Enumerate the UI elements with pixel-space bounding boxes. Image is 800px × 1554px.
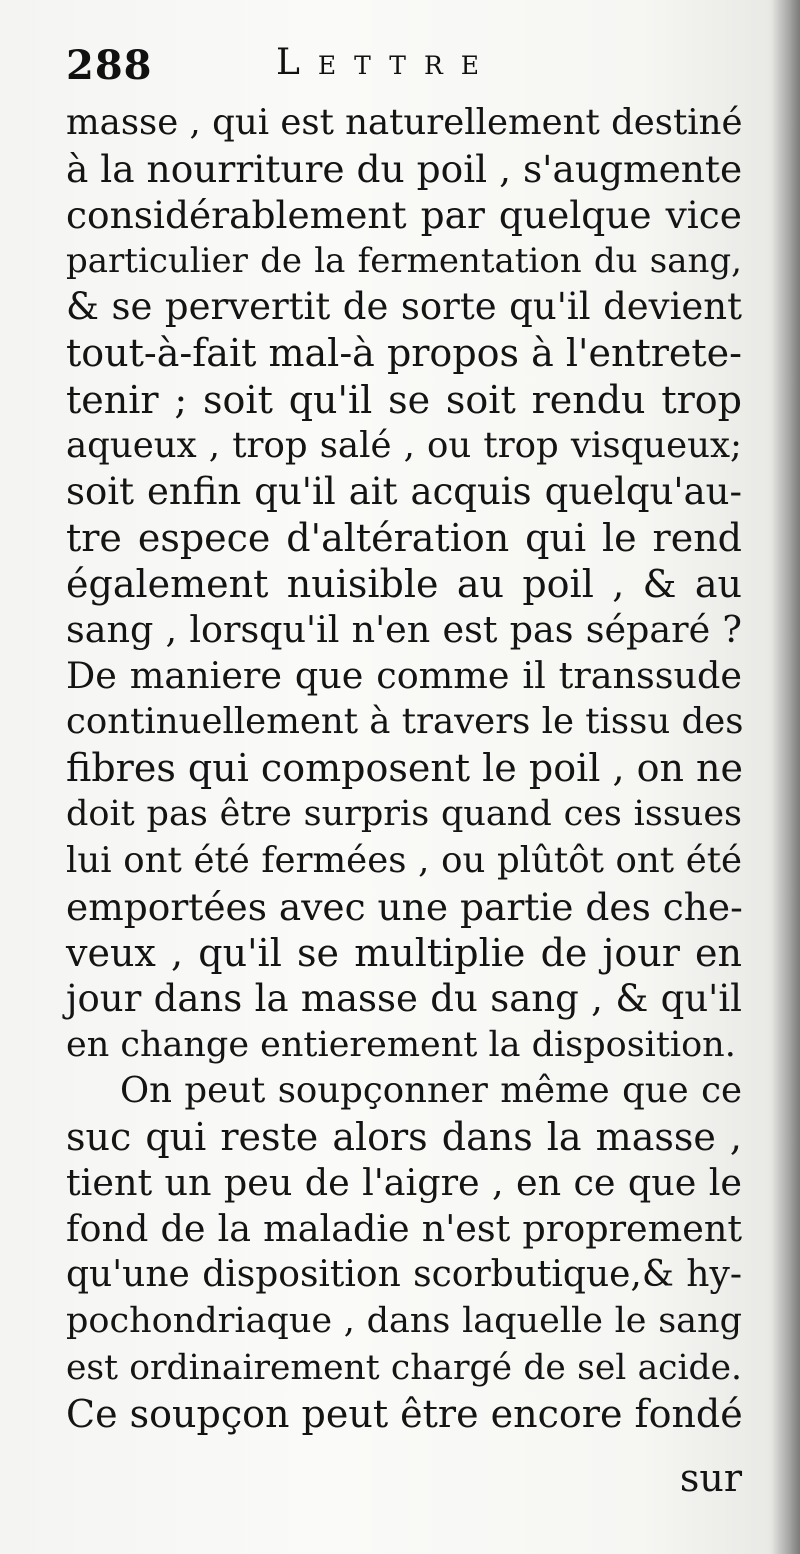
text-line: tient un peu de l'aigre , en ce que le — [66, 1161, 742, 1205]
text-line: suc qui reste alors dans la masse , — [66, 1115, 742, 1160]
text-line: en change entierement la disposition. — [66, 1024, 736, 1065]
page-number: 288 — [66, 42, 153, 89]
page-header — [66, 38, 746, 98]
text-line: On peut soupçonner même que ce — [120, 1069, 742, 1111]
text-line: De maniere que comme il transsude — [66, 654, 742, 698]
text-line: considérablement par quelque vice — [66, 193, 742, 238]
body-text — [66, 100, 742, 1437]
text-line: veux , qu'il se multiplie de jour en — [66, 930, 742, 975]
text-line: jour dans la masse du sang , & qu'il — [66, 976, 742, 1020]
text-line: fibres qui composent le poil , on ne — [66, 746, 744, 791]
text-line: sang , lorsqu'il n'en est pas séparé ? — [66, 608, 742, 652]
text-line: qu'une disposition scorbutique,& hy- — [66, 1254, 742, 1296]
text-line: masse , qui est naturellement destiné — [66, 102, 743, 143]
text-line: fond de la maladie n'est proprement — [66, 1207, 742, 1251]
text-line: doit pas être surpris quand ces issues — [66, 794, 742, 835]
text-line: aqueux , trop salé , ou trop visqueux; — [66, 424, 742, 466]
running-title: Lettre — [276, 42, 498, 83]
text-line: soit enfin qu'il ait acquis quelqu'au- — [66, 469, 742, 513]
text-line: Ce soupçon peut être encore fondé — [66, 1391, 743, 1436]
text-line: est ordinairement chargé de sel acide. — [66, 1347, 742, 1388]
text-line: tout-à-fait mal-à propos à l'entrete- — [66, 331, 742, 376]
text-line: continuellement à travers le tissu des — [66, 701, 744, 743]
catchword: sur — [679, 1456, 742, 1500]
text-line: & se pervertit de sorte qu'il devient — [66, 285, 742, 329]
text-line: tre espece d'altération qui le rend — [66, 515, 742, 560]
text-line: particulier de la fermentation du sang, — [66, 241, 742, 282]
text-line: à la nourriture du poil , s'augmente — [66, 147, 743, 192]
text-line: lui ont été fermées , ou plûtôt ont été — [66, 839, 742, 881]
page-edge-shadow — [772, 0, 800, 1554]
text-line: également nuisible au poil , & au — [66, 561, 742, 606]
text-line: emportées avec une partie des che- — [66, 884, 743, 929]
text-line: pochondriaque , dans laquelle le sang — [66, 1301, 742, 1342]
text-line: tenir ; soit qu'il se soit rendu trop — [66, 377, 742, 422]
